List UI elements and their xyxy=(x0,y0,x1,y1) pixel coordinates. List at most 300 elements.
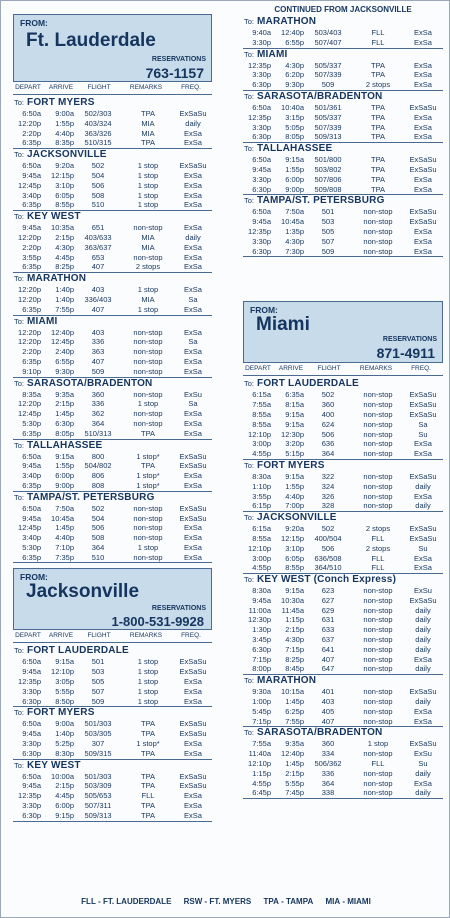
frequency: ExSa xyxy=(184,810,202,820)
flight-number: 364 xyxy=(91,418,105,428)
flight-number: 403 xyxy=(321,697,335,707)
frequency: ExSa xyxy=(184,791,202,801)
jacksonville-routes xyxy=(13,645,212,821)
depart-time: 2:20p xyxy=(22,347,41,357)
frequency: ExSa xyxy=(184,686,202,696)
arrive-time: 5:25p xyxy=(55,739,74,749)
depart-time: 6:50a xyxy=(252,155,271,165)
route-section xyxy=(13,211,212,273)
depart-time: 9:30a xyxy=(252,687,271,697)
destination-heading xyxy=(13,211,212,223)
depart-time: 6:50a xyxy=(22,503,41,513)
arrive-time: 4:40p xyxy=(55,533,74,543)
remarks: 1 stop xyxy=(137,180,159,190)
depart-time: 3:55p xyxy=(252,491,271,501)
arrive-time: 10:15a xyxy=(281,687,304,697)
remarks: non-stop xyxy=(363,207,393,217)
frequency: ExSa xyxy=(414,449,432,459)
frequency: ExSa xyxy=(184,242,202,252)
frequency: ExSaSu xyxy=(179,513,207,523)
flight-number: 631 xyxy=(321,615,335,625)
destination-heading xyxy=(13,273,212,285)
col-freq: FREQ. xyxy=(181,84,201,91)
depart-time: 6:35p xyxy=(22,304,41,314)
arrive-time: 9:15a xyxy=(285,155,304,165)
flight-number: 509/313 xyxy=(84,810,112,820)
arrive-time: 4:30p xyxy=(285,635,304,645)
depart-time: 2:20p xyxy=(22,128,41,138)
flight-row xyxy=(13,262,212,272)
frequency: ExSaSu xyxy=(409,164,437,174)
frequency: ExSa xyxy=(184,356,202,366)
arrive-time: 7:50a xyxy=(55,503,74,513)
frequency: Sa xyxy=(188,399,198,409)
flight-row xyxy=(243,247,443,257)
depart-time: 6:35p xyxy=(22,200,41,210)
flight-row xyxy=(13,253,212,263)
reservations-phone: 763-1157 xyxy=(145,65,204,81)
flight-number: 629 xyxy=(321,605,335,615)
arrive-time: 6:55p xyxy=(285,37,304,47)
flight-number: 509 xyxy=(321,80,335,90)
frequency: ExSa xyxy=(184,304,202,314)
flight-row xyxy=(243,61,443,71)
remarks: TPA xyxy=(370,155,386,165)
flight-number: 401 xyxy=(321,687,335,697)
frequency: ExSa xyxy=(414,174,432,184)
flight-number: 507/339 xyxy=(314,70,342,80)
frequency: ExSu xyxy=(414,749,432,759)
flight-number: 364/510 xyxy=(314,563,342,573)
frequency: daily xyxy=(415,481,431,491)
flight-row xyxy=(243,38,443,48)
route-section xyxy=(243,727,443,799)
remarks: 1 stop xyxy=(137,542,159,552)
frequency: ExSaSu xyxy=(179,719,207,729)
depart-time: 12:35p xyxy=(248,226,271,236)
ft-lauderdale-routes xyxy=(13,97,212,563)
destination-name: SARASOTA/BRADENTON xyxy=(27,377,153,389)
frequency: ExSa xyxy=(414,37,432,47)
arrive-time: 7:15p xyxy=(285,644,304,654)
arrive-time: 3:10p xyxy=(55,180,74,190)
depart-time: 1:10p xyxy=(252,481,271,491)
flight-row xyxy=(243,779,443,789)
arrive-time: 1:40p xyxy=(55,294,74,304)
depart-time: 6:50a xyxy=(252,207,271,217)
route-section xyxy=(243,195,443,257)
depart-time: 9:45a xyxy=(252,217,271,227)
right-column xyxy=(243,1,443,799)
remarks: non-stop xyxy=(363,226,393,236)
arrive-time: 4:30p xyxy=(285,60,304,70)
arrive-time: 10:45a xyxy=(51,513,74,523)
arrive-time: 6:00p xyxy=(55,801,74,811)
to-label: To: xyxy=(14,274,25,284)
flight-number: 403/633 xyxy=(84,232,112,242)
depart-time: 3:30p xyxy=(252,37,271,47)
depart-time: 6:30p xyxy=(22,696,41,706)
frequency: ExSa xyxy=(414,226,432,236)
remarks: non-stop xyxy=(363,654,393,664)
remarks: TPA xyxy=(140,729,156,739)
arrive-time: 9:00p xyxy=(285,184,304,194)
to-label: To: xyxy=(14,378,25,388)
flight-number: 624 xyxy=(321,419,335,429)
flight-number: 360 xyxy=(321,739,335,749)
arrive-time: 2:15p xyxy=(285,625,304,635)
flight-number: 503 xyxy=(321,217,335,227)
legend-code: TPA xyxy=(263,897,279,906)
col-arrive: ARRIVE xyxy=(48,84,74,91)
remarks: MIA xyxy=(141,128,155,138)
remarks: FLL xyxy=(371,563,385,573)
flight-row xyxy=(13,697,212,707)
flight-number: 508 xyxy=(91,533,105,543)
remarks: TPA xyxy=(370,174,386,184)
col-freq: FREQ. xyxy=(411,365,431,373)
legend-name: - MIAMI xyxy=(342,897,371,906)
flight-row xyxy=(243,123,443,133)
flight-row xyxy=(13,171,212,181)
arrive-time: 9:35a xyxy=(55,389,74,399)
remarks: TPA xyxy=(140,748,156,758)
destination-name: TALLAHASSEE xyxy=(257,143,333,155)
arrive-time: 4:40p xyxy=(55,128,74,138)
flight-number: 407 xyxy=(321,716,335,726)
remarks: TPA xyxy=(370,122,386,132)
destination-name: TAMPA/ST. PETERSBURG xyxy=(257,195,385,207)
remarks: TPA xyxy=(370,60,386,70)
destination-heading xyxy=(243,16,443,28)
frequency: ExSaSu xyxy=(179,771,207,781)
arrive-time: 1:55p xyxy=(285,164,304,174)
frequency: ExSaSu xyxy=(179,503,207,513)
remarks: non-stop xyxy=(133,409,163,419)
arrive-time: 1:55p xyxy=(55,461,74,471)
to-label: To: xyxy=(14,708,25,718)
flight-row xyxy=(13,357,212,367)
flight-row xyxy=(243,554,443,564)
flight-number: 636/508 xyxy=(314,553,342,563)
flight-row xyxy=(243,155,443,165)
flight-row xyxy=(13,739,212,749)
col-remarks: REMARKS xyxy=(129,632,163,640)
arrive-time: 8:25p xyxy=(55,262,74,272)
frequency: ExSa xyxy=(184,480,202,490)
flight-number: 328 xyxy=(321,501,335,511)
flight-row xyxy=(13,200,212,210)
depart-time: 12:20p xyxy=(18,337,41,347)
remarks: non-stop xyxy=(133,252,163,262)
frequency: ExSaSu xyxy=(179,667,207,677)
remarks: TPA xyxy=(140,781,156,791)
remarks: non-stop xyxy=(133,552,163,562)
arrive-time: 9:00a xyxy=(55,719,74,729)
destination-name: SARASOTA/BRADENTON xyxy=(257,727,383,739)
flight-row xyxy=(13,533,212,543)
flight-row xyxy=(243,103,443,113)
destination-heading xyxy=(243,91,443,103)
destination-name: KEY WEST xyxy=(27,211,81,223)
depart-time: 4:55p xyxy=(252,778,271,788)
flight-number: 502 xyxy=(91,161,105,171)
flight-row xyxy=(243,472,443,482)
destination-name: SARASOTA/BRADENTON xyxy=(257,90,383,102)
arrive-time: 3:20p xyxy=(285,439,304,449)
flight-number: 806 xyxy=(91,471,105,481)
remarks: 1 stop xyxy=(137,304,159,314)
miami-header xyxy=(243,301,443,363)
flight-number: 502 xyxy=(91,503,105,513)
depart-time: 7:55a xyxy=(252,739,271,749)
flight-row xyxy=(243,449,443,459)
arrive-time: 9:00p xyxy=(55,480,74,490)
depart-time: 8:30a xyxy=(252,586,271,596)
remarks: non-stop xyxy=(363,664,393,674)
flight-number: 502/303 xyxy=(84,109,112,118)
flight-number: 405 xyxy=(321,706,335,716)
depart-time: 6:30p xyxy=(252,184,271,194)
flight-number: 362 xyxy=(91,409,105,419)
flight-row xyxy=(243,534,443,544)
depart-time: 8:30a xyxy=(252,471,271,481)
depart-time: 9:45a xyxy=(252,164,271,174)
flight-number: 509 xyxy=(91,696,105,706)
flight-row xyxy=(243,217,443,227)
depart-time: 12:10p xyxy=(248,543,271,553)
col-depart: DEPART xyxy=(245,365,271,373)
depart-time: 6:15a xyxy=(252,390,271,400)
flight-number: 503/305 xyxy=(84,729,112,739)
reservations-label: RESERVATIONS xyxy=(151,56,206,63)
remarks: 1 stop* xyxy=(136,480,160,490)
destination-name: MIAMI xyxy=(257,48,288,60)
depart-time: 5:30p xyxy=(22,418,41,428)
frequency: ExSa xyxy=(414,246,432,256)
frequency: ExSa xyxy=(414,60,432,70)
flight-row xyxy=(243,687,443,697)
remarks: non-stop xyxy=(133,533,163,543)
to-label: To: xyxy=(244,144,255,154)
frequency: ExSaSu xyxy=(179,461,207,471)
flight-row xyxy=(243,430,443,440)
frequency: daily xyxy=(415,605,431,615)
remarks: non-stop xyxy=(133,356,163,366)
route-section xyxy=(13,760,212,822)
depart-time: 3:00p xyxy=(252,553,271,563)
arrive-time: 9:15a xyxy=(285,586,304,596)
arrive-time: 3:10p xyxy=(285,543,304,553)
remarks: FLL xyxy=(371,533,385,543)
flight-row xyxy=(13,129,212,139)
flight-number: 502 xyxy=(321,524,335,534)
flight-number: 506 xyxy=(321,429,335,439)
depart-time: 12:20p xyxy=(18,118,41,128)
frequency: ExSaSu xyxy=(179,781,207,791)
remarks: 1 stop xyxy=(137,399,159,409)
destination-heading xyxy=(13,316,212,328)
destination-heading xyxy=(243,143,443,155)
to-label: To: xyxy=(244,676,255,686)
remarks: FLL xyxy=(371,553,385,563)
remarks: non-stop xyxy=(133,513,163,523)
remarks: TPA xyxy=(140,461,156,471)
arrive-time: 9:15p xyxy=(55,810,74,820)
frequency: ExSa xyxy=(414,28,432,37)
to-label: To: xyxy=(244,379,255,389)
to-label: To: xyxy=(244,575,255,585)
flight-row xyxy=(13,749,212,759)
flight-number: 506 xyxy=(91,523,105,533)
frequency: ExSa xyxy=(184,190,202,200)
frequency: ExSaSu xyxy=(179,657,207,667)
arrive-time: 9:15a xyxy=(285,409,304,419)
flight-number: 507 xyxy=(321,236,335,246)
depart-time: 12:20p xyxy=(18,285,41,295)
flight-row xyxy=(243,185,443,195)
remarks: 1 stop* xyxy=(136,739,160,749)
arrive-time: 1:45p xyxy=(55,523,74,533)
to-label: To: xyxy=(244,460,255,470)
to-label: To: xyxy=(14,760,25,770)
remarks: non-stop xyxy=(363,778,393,788)
destination-name: FORT MYERS xyxy=(27,707,95,719)
frequency: ExSa xyxy=(184,366,202,376)
arrive-time: 2:40p xyxy=(55,347,74,357)
destination-heading xyxy=(13,645,212,657)
arrive-time: 10:40a xyxy=(281,102,304,112)
arrive-time: 9:00a xyxy=(55,109,74,118)
route-section xyxy=(243,91,443,143)
column-headers xyxy=(243,363,443,376)
reservations-phone: 1-800-531-9928 xyxy=(111,614,204,630)
flight-number: 363/326 xyxy=(84,128,112,138)
flight-row xyxy=(13,191,212,201)
arrive-time: 4:45p xyxy=(55,791,74,801)
flight-number: 507/407 xyxy=(314,37,342,47)
flight-row xyxy=(243,207,443,217)
flight-row xyxy=(243,28,443,38)
col-arrive: ARRIVE xyxy=(278,365,304,373)
depart-time: 8:55a xyxy=(252,533,271,543)
depart-time: 8:00p xyxy=(252,664,271,674)
arrive-time: 7:35p xyxy=(55,552,74,562)
depart-time: 11:00a xyxy=(248,605,271,615)
remarks: 1 stop xyxy=(137,170,159,180)
flight-row xyxy=(13,295,212,305)
remarks: MIA xyxy=(141,294,155,304)
route-section xyxy=(243,675,443,727)
to-label: To: xyxy=(14,316,25,326)
depart-time: 2:20p xyxy=(22,242,41,252)
depart-time: 12:45p xyxy=(18,523,41,533)
depart-time: 6:30p xyxy=(252,80,271,90)
flight-number: 364 xyxy=(91,542,105,552)
route-section xyxy=(13,316,212,378)
flight-number: 360 xyxy=(321,400,335,410)
frequency: ExSaSu xyxy=(409,687,437,697)
frequency: ExSa xyxy=(414,80,432,90)
frequency: daily xyxy=(415,615,431,625)
depart-time: 3:30p xyxy=(22,739,41,749)
remarks: non-stop xyxy=(363,749,393,759)
frequency: daily xyxy=(415,768,431,778)
destination-name: MARATHON xyxy=(257,16,317,27)
flight-row xyxy=(13,138,212,148)
frequency: ExSa xyxy=(184,409,202,419)
from-label: FROM: xyxy=(250,305,278,316)
depart-time: 4:55p xyxy=(252,563,271,573)
airport-code-legend xyxy=(1,897,450,906)
flight-row xyxy=(13,667,212,677)
remarks: non-stop xyxy=(363,706,393,716)
remarks: non-stop xyxy=(363,449,393,459)
depart-time: 6:50a xyxy=(22,161,41,171)
flight-row xyxy=(13,409,212,419)
route-section xyxy=(243,378,443,460)
flight-number: 505 xyxy=(321,226,335,236)
remarks: TPA xyxy=(370,184,386,194)
destination-name: JACKSONVILLE xyxy=(27,149,107,161)
depart-time: 6:50a xyxy=(252,102,271,112)
remarks: non-stop xyxy=(363,246,393,256)
legend-item xyxy=(81,897,171,906)
route-section xyxy=(13,440,212,492)
flight-number: 363/637 xyxy=(84,242,112,252)
remarks: non-stop xyxy=(363,217,393,227)
flight-number: 507/311 xyxy=(84,801,112,811)
depart-time: 3:30p xyxy=(252,174,271,184)
flight-number: 407 xyxy=(321,654,335,664)
remarks: non-stop xyxy=(363,400,393,410)
arrive-time: 8:05p xyxy=(285,132,304,142)
depart-time: 7:55a xyxy=(252,400,271,410)
destination-name: FORT LAUDERDALE xyxy=(257,378,359,390)
remarks: MIA xyxy=(141,232,155,242)
arrive-time: 9:20a xyxy=(285,524,304,534)
arrive-time: 6:05p xyxy=(285,553,304,563)
flight-row xyxy=(243,563,443,573)
destination-heading xyxy=(13,97,212,109)
arrive-time: 9:15a xyxy=(55,657,74,667)
depart-time: 3:30p xyxy=(252,236,271,246)
origin-city: Ft. Lauderdale xyxy=(26,30,156,51)
col-arrive: ARRIVE xyxy=(48,632,74,640)
remarks: non-stop xyxy=(133,223,163,233)
destination-name: KEY WEST (Conch Express) xyxy=(257,574,397,586)
legend-item xyxy=(263,897,313,906)
depart-time: 1:30p xyxy=(252,625,271,635)
flight-number: 509/313 xyxy=(314,132,342,142)
flight-row xyxy=(13,181,212,191)
arrive-time: 12:45p xyxy=(51,337,74,347)
remarks: 1 stop xyxy=(137,677,159,687)
frequency: ExSa xyxy=(184,347,202,357)
destination-heading xyxy=(13,378,212,390)
arrive-time: 10:45a xyxy=(281,217,304,227)
arrive-time: 11:45a xyxy=(281,605,304,615)
frequency: ExSa xyxy=(184,748,202,758)
remarks: non-stop xyxy=(133,337,163,347)
route-section xyxy=(13,273,212,315)
frequency: daily xyxy=(185,232,201,242)
frequency: daily xyxy=(415,625,431,635)
flight-row xyxy=(243,420,443,430)
flight-number: 407 xyxy=(91,356,105,366)
left-column xyxy=(13,1,212,822)
depart-time: 12:20p xyxy=(18,327,41,337)
